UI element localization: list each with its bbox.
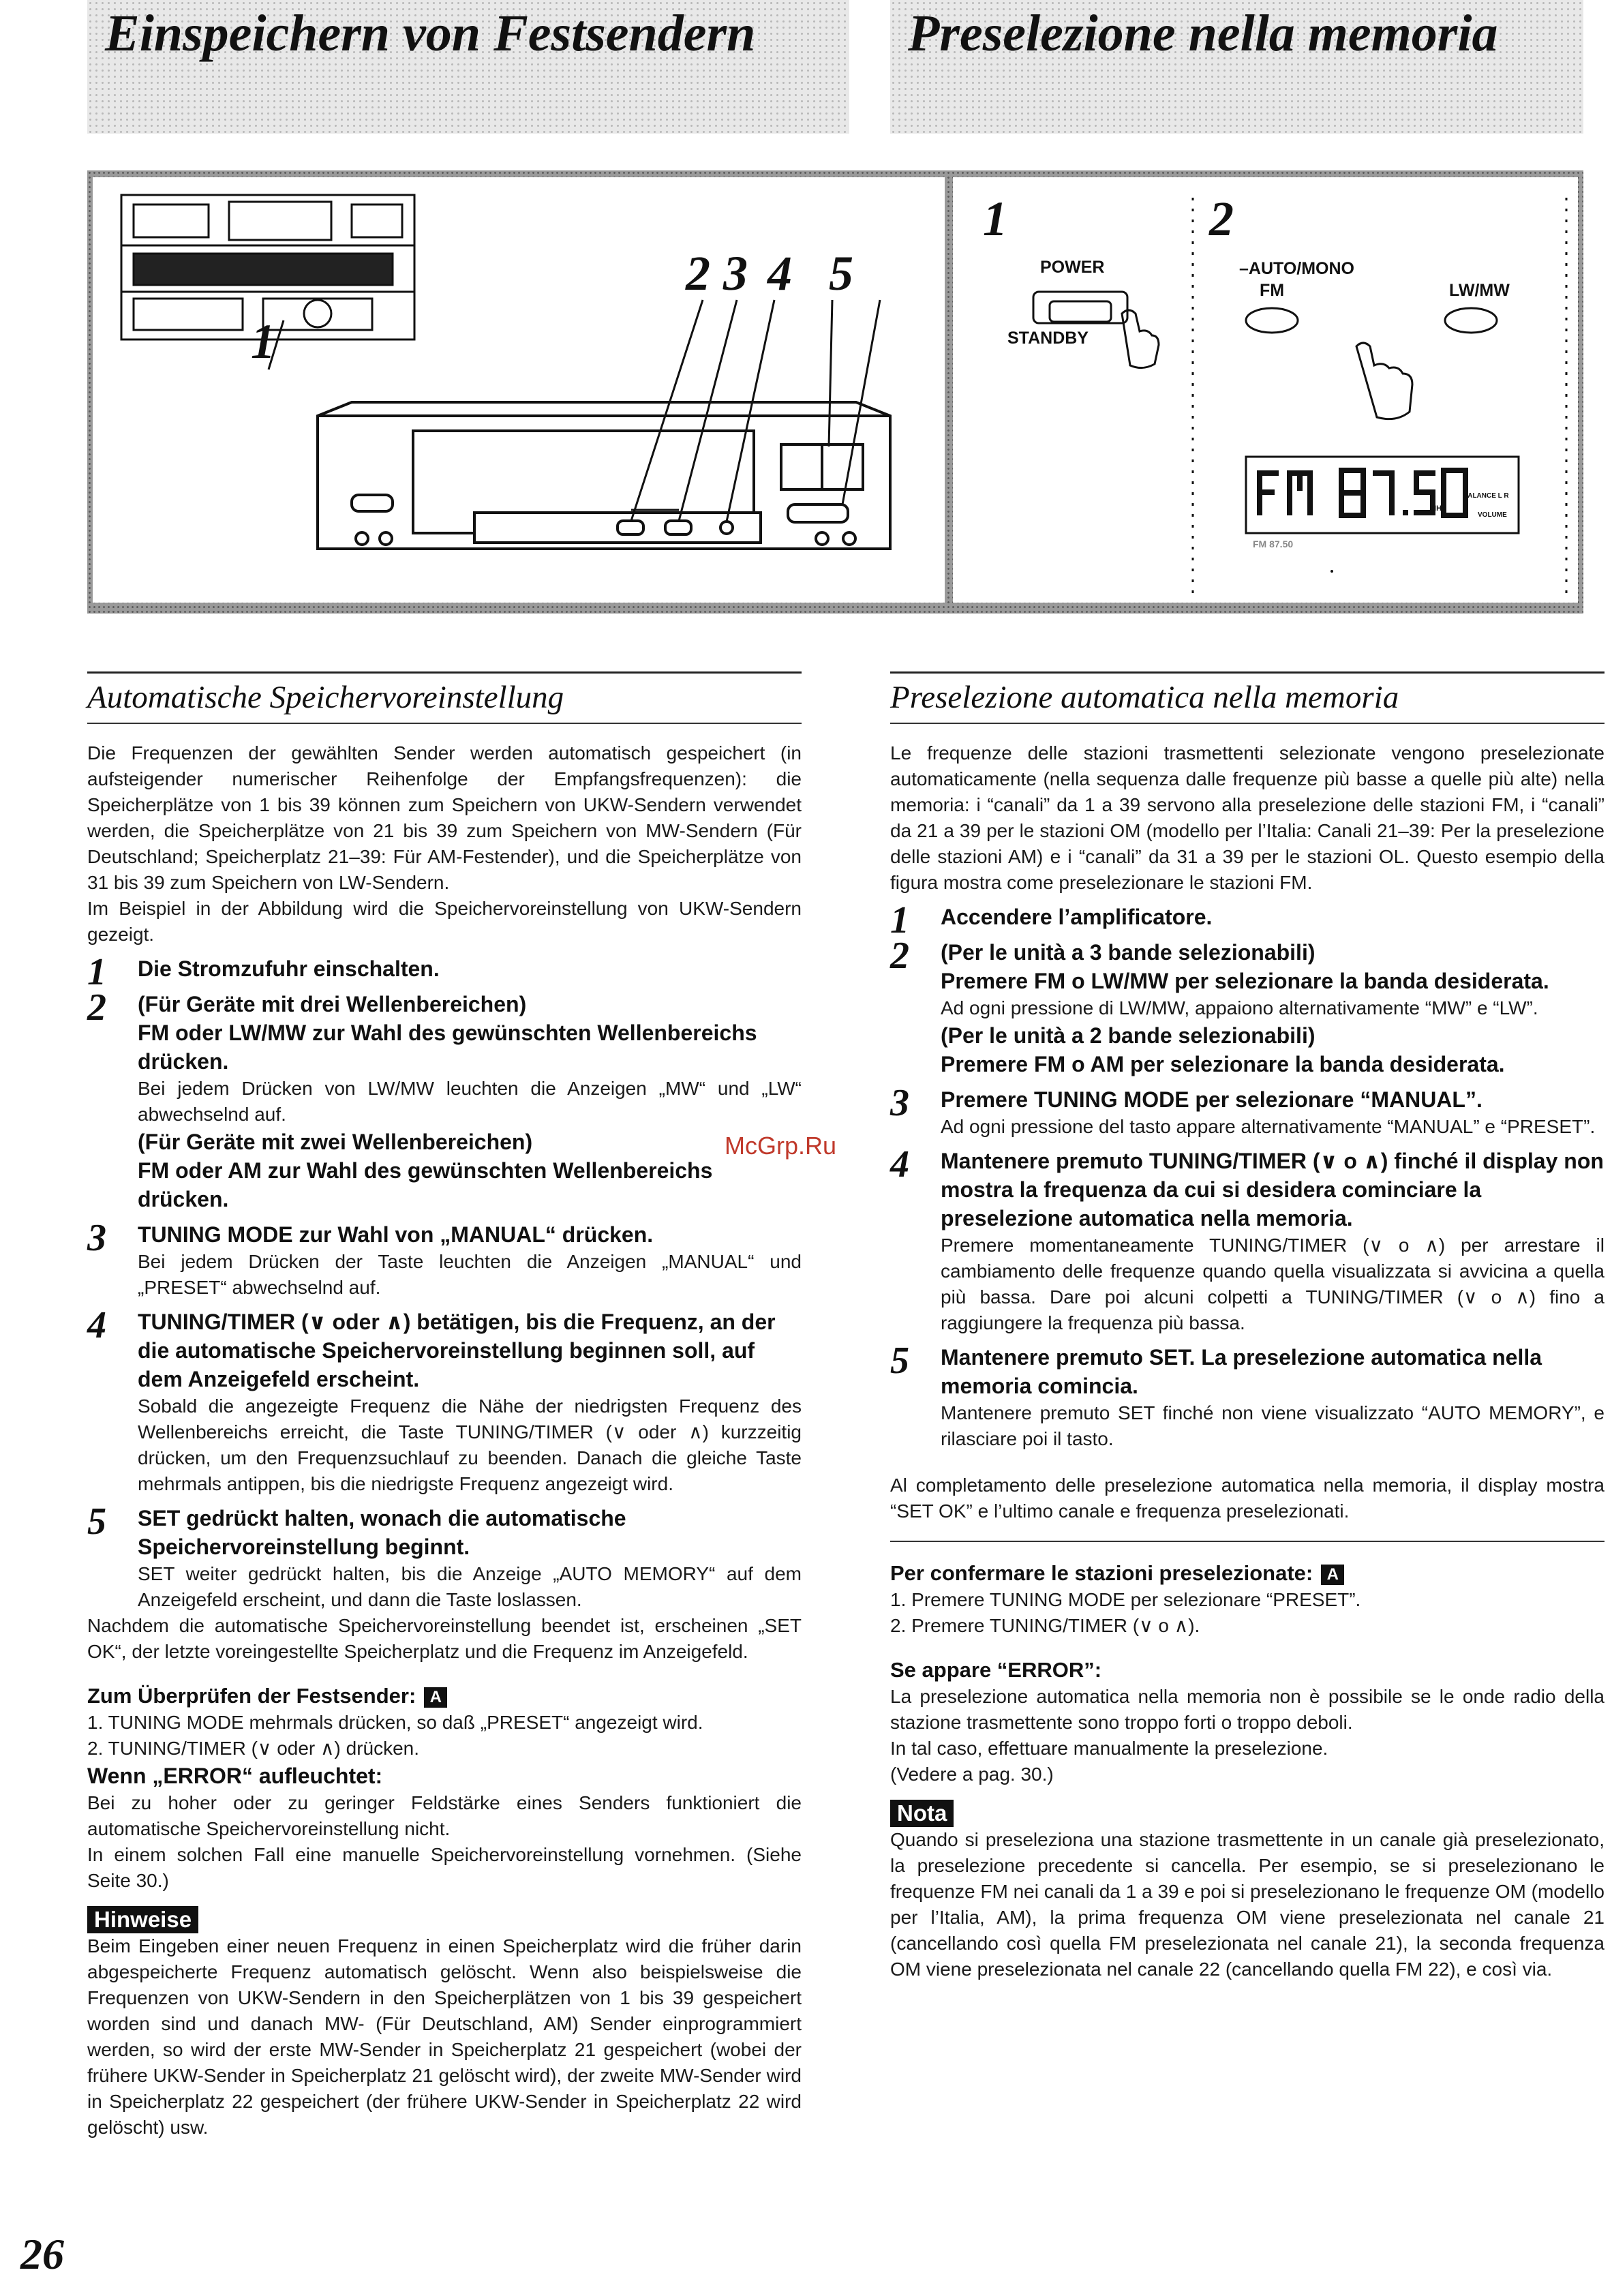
figure-panel-left — [93, 177, 945, 603]
after-text-de: Nachdem die automatische Speichervoreinstellung beendet ist, erscheinen „SET OK“, der letzte voreingestellte Speicherplatz und die Frequenz im Anzeigefeld. — [87, 1615, 802, 1662]
after-text-it: Al completamento delle preselezione automatica nella memoria, il display mostra “SET OK” e l’ultimo canale e frequenza preselezionati. — [890, 1475, 1605, 1522]
section-title-it: Preselezione automatica nella memoria — [890, 680, 1399, 715]
step-heading: (Per le unità a 3 bande selezionabili) — [941, 940, 1316, 965]
note-tag-de: Hinweise — [87, 1906, 198, 1933]
figure-step-3: 3 — [723, 246, 748, 301]
step-heading: Premere TUNING MODE per selezionare “MANUAL”. — [941, 1087, 1482, 1112]
step-heading: Mantenere premuto SET. La preselezione automatica nella memoria comincia. — [941, 1345, 1542, 1398]
step-5-de — [87, 1500, 802, 1613]
section-rule-it-bottom — [890, 723, 1605, 724]
step-number: 3 — [87, 1217, 106, 1259]
step-heading: (Für Geräte mit zwei Wellenbereichen) — [138, 1130, 533, 1154]
figure-step-4: 4 — [767, 246, 792, 301]
check-item: 1. Premere TUNING MODE per selezionare “PRESET”. — [890, 1589, 1361, 1610]
check-item: 2. Premere TUNING/TIMER (∨ o ∧). — [890, 1615, 1200, 1636]
figure-step-2-right: 2 — [1209, 192, 1234, 246]
step-text: Bei jedem Drücken der Taste leuchten die Anzeigen „MANUAL“ und „PRESET“ abwechselnd auf. — [138, 1251, 802, 1298]
intro-de — [87, 740, 802, 948]
step-1-de — [87, 951, 802, 993]
page-number: 26 — [20, 2230, 64, 2278]
fm-label: FM — [1260, 281, 1285, 300]
page-title-de: Einspeichern von Festsendern — [105, 5, 756, 62]
check-item: 2. TUNING/TIMER (∨ oder ∧) drücken. — [87, 1738, 420, 1759]
auto-mono-label: –AUTO/MONO — [1239, 259, 1354, 278]
column-italian — [890, 671, 1605, 1982]
check-title-it — [890, 1560, 1605, 1587]
step-3-de — [87, 1217, 802, 1301]
standby-label: STANDBY — [1007, 329, 1089, 348]
watermark: McGrp.Ru — [725, 1132, 837, 1160]
step-heading: (Per le unità a 2 bande selezionabili) — [941, 1023, 1316, 1048]
step-number: 1 — [890, 899, 909, 941]
step-number: 2 — [87, 986, 106, 1029]
step-heading: Premere FM o AM per selezionare la banda desiderata. — [941, 1052, 1505, 1076]
display-balance: BALANCE L R — [1463, 492, 1509, 500]
figure-band — [87, 170, 1583, 614]
display-frequency: FM 87.50 — [1253, 539, 1294, 549]
error-text: (Vedere a pag. 30.) — [890, 1764, 1054, 1785]
header-banner-right — [890, 0, 1583, 134]
step-2-it — [890, 935, 1605, 1078]
step-number: 5 — [890, 1340, 909, 1382]
step-5-it — [890, 1340, 1605, 1452]
figure-step-1-right: 1 — [983, 192, 1007, 246]
step-2-de — [87, 986, 802, 1213]
power-label: POWER — [1040, 258, 1105, 277]
step-text: Sobald die angezeigte Frequenz die Nähe der niedrigsten Frequenz des Wellenbereichs erreicht, die Taste TUNING/TIMER (∨ oder ∧) kurzzeitig drücken, um den Frequenzsuchlauf zu beenden. Danach die gleiche Taste mehrmals antippen, bis die niedrigste Frequenz angezeigt wird. — [138, 1395, 802, 1494]
step-heading: Premere FM o LW/MW per selezionare la banda desiderata. — [941, 969, 1549, 993]
step-heading: FM oder LW/MW zur Wahl des gewünschten Wellenbereichs drücken. — [138, 1021, 757, 1074]
step-heading: TUNING MODE zur Wahl von „MANUAL“ drücken. — [138, 1222, 654, 1247]
step-text: SET weiter gedrückt halten, bis die Anzeige „AUTO MEMORY“ auf dem Anzeigefeld erscheint, und dann die Taste loslassen. — [138, 1563, 802, 1610]
step-number: 4 — [87, 1304, 106, 1346]
step-number: 5 — [87, 1500, 106, 1543]
step-number: 1 — [87, 951, 106, 993]
step-text: Mantenere premuto SET finché non viene visualizzato “AUTO MEMORY”, e rilasciare poi il tasto. — [941, 1402, 1605, 1449]
step-1-it — [890, 899, 1605, 941]
check-item: 1. TUNING MODE mehrmals drücken, so daß „PRESET“ angezeigt wird. — [87, 1712, 703, 1733]
step-3-it — [890, 1082, 1605, 1140]
figure-step-2: 2 — [686, 246, 710, 301]
step-heading: (Für Geräte mit drei Wellenbereichen) — [138, 992, 527, 1016]
note-text-it: Quando si preseleziona una stazione trasmettente in un canale già preselezionato, la preselezione precedente si cancella. Per esempio, se si preselezionano le frequenze FM nei canali da 1 a 39 e poi si preselezionano le frequenze OM (modello per l’Italia, AM), la prima frequenza OM viene preselezionata nel canale 21 (cancellando così quella FM preselezionata nel canale 21), la seconda frequenza OM viene preselezionata nel canale 22 (cancellando quella FM 22), e così via. — [890, 1829, 1605, 1980]
figure-panel-right — [953, 177, 1578, 603]
page-title-it: Preselezione nella memoria — [908, 5, 1498, 62]
note-text-de: Beim Eingeben einer neuen Frequenz in einen Speicherplatz wird die früher darin abgespeicherte Frequenz automatisch gelöscht. Wenn also beispielsweise die Frequenzen von UKW-Sendern in den Speicherplätzen von 1 bis 39 gespeichert worden sind und danach MW- (Für Deutschland, AM) Sender einprogrammiert werden, so wird der erste MW-Sender in Speicherplatz 21 gespeichert (wobei der frühere UKW-Sender in Speicherplatz 21 gelöscht wird), der zweite MW-Sender wird in Speicherplatz 22 gespeichert (der frühere UKW-Sender in Speicherplatz 22 wird gelöscht) usw. — [87, 1935, 802, 2138]
error-text: Bei zu hoher oder zu geringer Feldstärke eines Senders funktioniert die automatische Speichervoreinstellung nicht. — [87, 1792, 802, 1839]
error-text: La preselezione automatica nella memoria non è possibile se le onde radio della stazione trasmettente sono troppo forti o troppo deboli. — [890, 1686, 1605, 1733]
display-volume: VOLUME — [1478, 511, 1507, 519]
step-heading: FM oder AM zur Wahl des gewünschten Wellenbereichs drücken. — [138, 1158, 713, 1211]
step-text: Ad ogni pressione del tasto appare alternativamente “MANUAL” e “PRESET”. — [941, 1116, 1596, 1137]
step-heading: Mantenere premuto TUNING/TIMER (∨ o ∧) finché il display non mostra la frequenza da cui si desidera cominciare la preselezione automatica nella memoria. — [941, 1149, 1604, 1230]
step-number: 4 — [890, 1143, 909, 1185]
step-4-it — [890, 1143, 1605, 1336]
lw-mw-label: LW/MW — [1449, 281, 1510, 300]
intro-it: Le frequenze delle stazioni trasmettenti selezionate vengono preselezionate automaticamente (nella sequenza dalle frequenze più basse a quelle più alte) nella memoria: i “canali” da 1 a 39 servono alla preselezione delle stazioni FM, i “canali” da 21 a 39 per le stazioni OM (modello per l’Italia: Canali 21–39: Per la preselezione delle stazioni AM) e i “canali” da 31 a 39 per le stazioni OL. Questo esempio della figura mostra come preselezionare le stazioni FM. — [890, 742, 1605, 893]
step-4-de — [87, 1304, 802, 1497]
display-a-badge: A — [1321, 1565, 1344, 1585]
display-a-badge: A — [424, 1687, 447, 1708]
intro-paragraph: Im Beispiel in der Abbildung wird die Speichervoreinstellung von UKW-Sendern gezeigt. — [87, 898, 802, 945]
step-text: Premere momentaneamente TUNING/TIMER (∨ o ∧) per arrestare il cambiamento delle frequenze quando quella visualizzata si avvicina a quella più bassa. Dare poi alcuni colpetti a TUNING/TIMER (∨ o ∧) fino a raggiungere la frequenza più bassa. — [941, 1235, 1605, 1333]
header-banner-left — [87, 0, 849, 134]
note-tag-it: Nota — [890, 1800, 954, 1827]
step-heading: SET gedrückt halten, wonach die automatische Speichervoreinstellung beginnt. — [138, 1506, 626, 1559]
step-number: 3 — [890, 1082, 909, 1124]
step-number: 2 — [890, 935, 909, 977]
error-text: In einem solchen Fall eine manuelle Speichervoreinstellung vornehmen. (Siehe Seite 30.) — [87, 1844, 802, 1891]
column-german — [87, 671, 802, 2141]
check-title-de — [87, 1682, 802, 1710]
display-mhz: MHz — [1430, 504, 1446, 513]
step-heading: Die Stromzufuhr einschalten. — [138, 956, 440, 981]
error-text: In tal caso, effettuare manualmente la preselezione. — [890, 1738, 1328, 1759]
section-title-de: Automatische Speichervoreinstellung — [87, 680, 564, 715]
figure-step-5: 5 — [829, 246, 853, 301]
figure-step-1-left: 1 — [251, 314, 275, 369]
step-heading: Accendere l’amplificatore. — [941, 905, 1213, 929]
error-title-de: Wenn „ERROR“ aufleuchtet: — [87, 1764, 383, 1788]
step-text: Bei jedem Drücken von LW/MW leuchten die Anzeigen „MW“ und „LW“ abwechselnd auf. — [138, 1078, 802, 1125]
step-heading: TUNING/TIMER (∨ oder ∧) betätigen, bis die Frequenz, an der die automatische Speichervoreinstellung beginnen soll, auf dem Anzeigefeld erscheint. — [138, 1310, 776, 1391]
check-title-text: Per confermare le stazioni preselezionate: — [890, 1561, 1313, 1585]
section-rule-de-bottom — [87, 723, 802, 724]
error-title-it: Se appare “ERROR”: — [890, 1658, 1102, 1682]
step-text: Ad ogni pressione di LW/MW, appaiono alternativamente “MW” e “LW”. — [941, 997, 1538, 1018]
check-title-text: Zum Überprüfen der Festsender: — [87, 1684, 416, 1708]
intro-paragraph: Die Frequenzen der gewählten Sender werden automatisch gespeichert (in aufsteigender numerischer Reihenfolge der Empfangsfrequenzen): die Speicherplätze von 1 bis 39 können zum Speichern von UKW-Sendern verwendet werden, die Speicherplätze von 21 bis 39 zum Speichern von MW-Sendern (Für Deutschland; Speicherplatz 21–39: Für AM-Festender), und die Speicherplätze von 31 bis 39 zum Speichern von LW-Sendern. — [87, 742, 802, 893]
stereo-system-illustration — [93, 177, 945, 603]
check-rule-it — [890, 1541, 1605, 1542]
